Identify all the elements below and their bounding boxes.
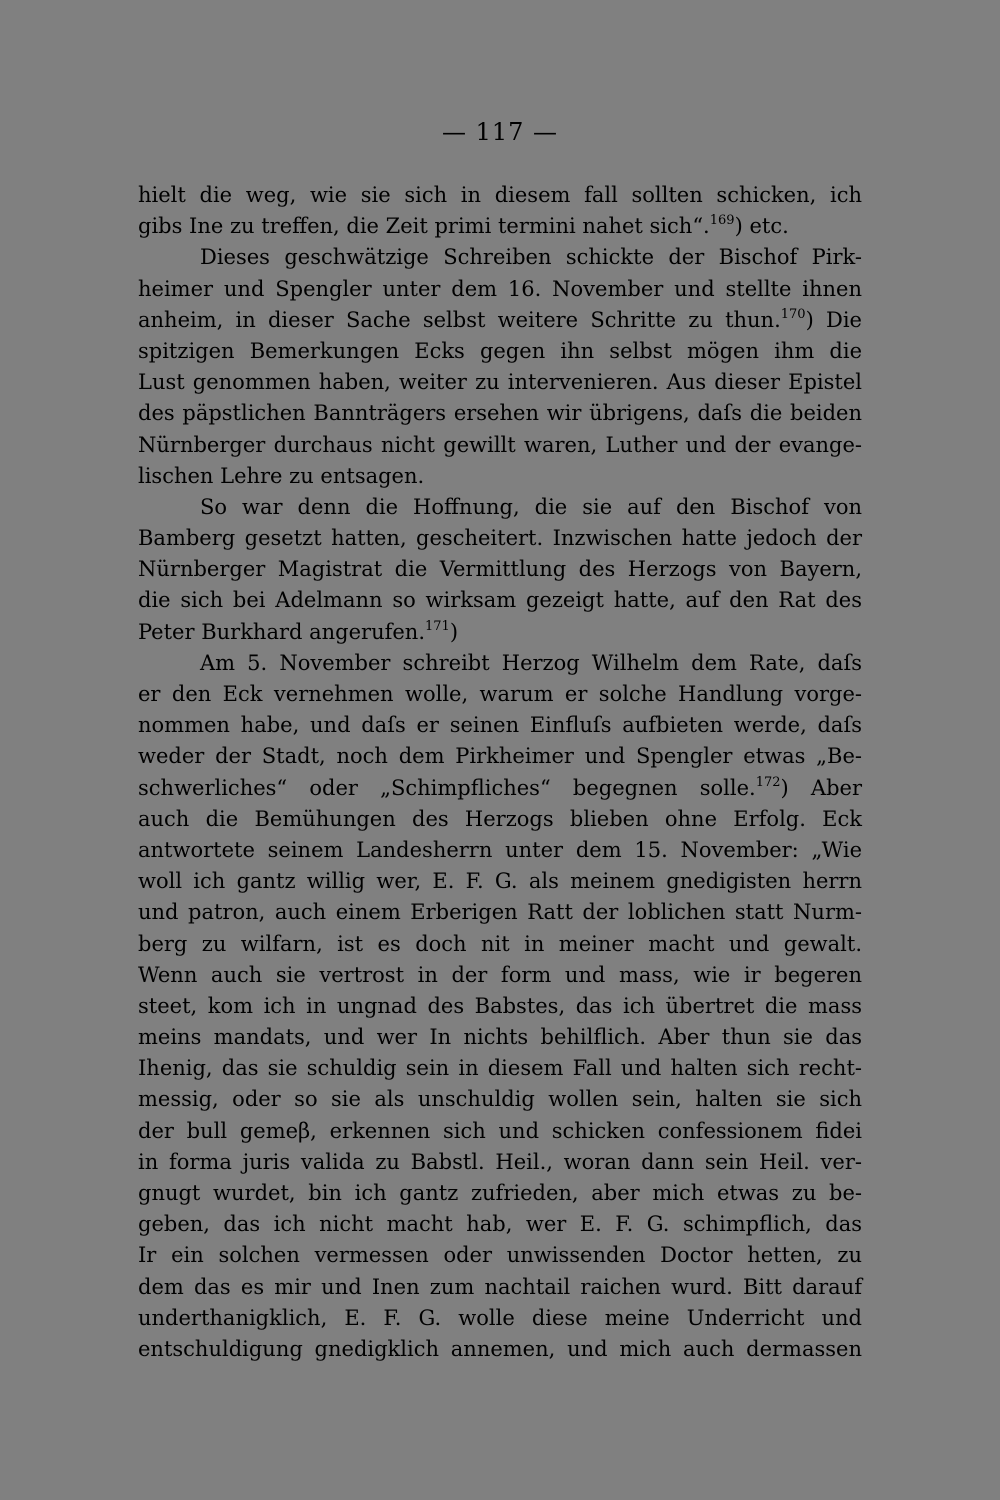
text-line [138,1147,862,1178]
footnote-ref: 170 [780,306,806,322]
line-text: Lust genommen haben, weiter zu intervenieren. Aus dieser Epistel [138,370,862,395]
text-line [138,929,862,960]
text-line [138,1084,862,1115]
line-text: steet, kom ich in ungnad des Babstes, das ich übertret die mass [138,993,862,1018]
line-text: gibs Ine zu treffen, die Zeit primi termini nahet sich“. [138,214,710,239]
text-line [138,617,862,648]
line-text: woll ich gantz willig wer, E. F. G. als meinem gnedigisten herrn [138,869,862,894]
text-line [138,585,862,616]
line-text: Dieses geschwätzige Schreiben schickte der Bischof Pirk- [200,245,862,270]
text-line [138,492,862,523]
text-line [138,835,862,866]
text-line [138,1053,862,1084]
line-text-after: ) Aber [780,775,862,800]
text-line [138,211,862,242]
text-line [138,741,862,772]
text-line [138,367,862,398]
text-line [138,461,862,492]
text-line [138,1240,862,1271]
line-text: Ihenig, das sie schuldig sein in diesem Fall und halten sich recht- [138,1056,862,1081]
line-text: hielt die weg, wie sie sich in diesem fall sollten schicken, ich [138,183,862,207]
line-text: entschuldigung gnedigklich annemen, und mich auch dermassen [138,1336,862,1361]
text-line [138,180,862,211]
footnote-ref: 172 [755,774,781,790]
line-text: und patron, auch einem Erberigen Ratt der loblichen statt Nurm- [138,900,862,925]
line-text-after: ) [449,619,459,644]
text-line [138,679,862,710]
text-line [138,523,862,554]
line-text: weder der Stadt, noch dem Pirkheimer und Spengler etwas „Be- [138,744,862,769]
line-text: er den Eck vernehmen wolle, warum er solche Handlung vorge- [138,682,862,706]
text-line [138,1303,862,1334]
line-text: messig, oder so sie als unschuldig wollen sein, halten sie sich [138,1087,862,1112]
line-text: berg zu wilfarn, ist es doch nit in meiner macht und gewalt. [138,931,862,956]
line-text: nommen habe, und daſs er seinen Einfluſs aufbieten werde, daſs [138,713,862,738]
line-text: So war denn die Hoffnung, die sie auf den Bischof von [200,494,862,519]
text-line [138,1116,862,1147]
line-text: spitzigen Bemerkungen Ecks gegen ihn selbst mögen ihm die [138,338,862,363]
text-line [138,804,862,835]
line-text: des päpstlichen Bannträgers ersehen wir übrigens, daſs die beiden [138,401,862,426]
line-text: dem das es mir und Inen zum nachtail raichen wurd. Bitt darauf [138,1274,862,1299]
line-text: lischen Lehre zu entsagen. [138,463,425,488]
text-line [138,991,862,1022]
line-text: gnugt wurdet, bin ich gantz zufrieden, aber mich etwas zu be- [138,1181,862,1205]
text-line [138,866,862,897]
text-line [138,1022,862,1053]
text-line [138,274,862,305]
text-line [138,1178,862,1209]
text-line [138,773,862,804]
line-text: geben, das ich nicht macht hab, wer E. F. G. schimpflich, das [138,1212,862,1237]
text-line [138,960,862,991]
text-line [138,897,862,928]
line-text: meins mandats, und wer In nichts behilflich. Aber thun sie das [138,1025,862,1050]
line-text: Peter Burkhard angerufen. [138,619,425,644]
text-line [138,710,862,741]
line-text: Wenn auch sie vertrost in der form und mass, wie ir begeren [138,962,862,987]
text-line [138,1209,862,1240]
text-line [138,554,862,585]
text-line [138,305,862,336]
text-line [138,1334,862,1365]
line-text: heimer und Spengler unter dem 16. November und stellte ihnen [138,276,862,301]
line-text-after: ) Die [805,307,862,332]
line-text: die sich bei Adelmann so wirksam gezeigt hatte, auf den Rat des [138,588,862,613]
body-text [138,180,862,1365]
line-text: auch die Bemühungen des Herzogs blieben ohne Erfolg. Eck [138,806,862,831]
text-line [138,430,862,461]
line-text: underthanigklich, E. F. G. wolle diese meine Underricht und [138,1305,862,1330]
line-text-after: ) etc. [734,214,789,239]
line-text: der bull gemeβ, erkennen sich und schicken confessionem fidei [138,1118,862,1143]
text-line [138,336,862,367]
text-line [138,1272,862,1303]
page-number: — 117 — [441,118,559,146]
line-text: Ir ein solchen vermessen oder unwissenden Doctor hetten, zu [138,1243,862,1268]
text-line [138,242,862,273]
line-text: Am 5. November schreibt Herzog Wilhelm dem Rate, daſs [200,650,862,675]
footnote-ref: 171 [425,618,450,634]
text-line [138,398,862,429]
line-text: anheim, in dieser Sache selbst weitere Schritte zu thun. [138,307,781,332]
line-text: Nürnberger Magistrat die Vermittlung des Herzogs von Bayern, [138,557,862,582]
line-text: in forma juris valida zu Babstl. Heil., woran dann sein Heil. ver- [138,1149,862,1174]
line-text: antwortete seinem Landesherrn unter dem 15. November: „Wie [138,837,862,862]
footnote-ref: 169 [709,213,735,229]
line-text: schwerliches“ oder „Schimpfliches“ begegnen solle. [138,775,756,800]
text-line [138,648,862,679]
line-text: Nürnberger durchaus nicht gewillt waren, Luther und der evange- [138,432,862,457]
line-text: Bamberg gesetzt hatten, gescheitert. Inzwischen hatte jedoch der [138,526,862,551]
